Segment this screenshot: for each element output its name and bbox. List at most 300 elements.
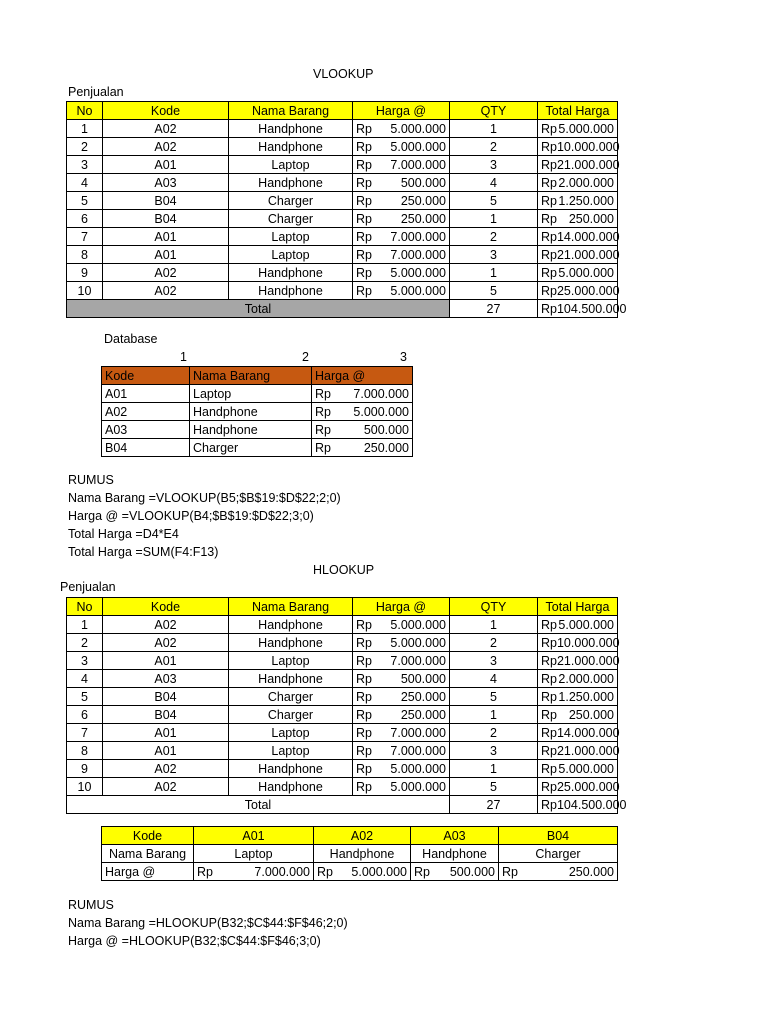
cell-nama-barang[interactable]: Laptop bbox=[229, 228, 353, 246]
header-total-harga[interactable]: Total Harga bbox=[538, 102, 618, 120]
cell-harga[interactable] bbox=[353, 156, 450, 174]
currency-label: Rp bbox=[356, 229, 372, 244]
cell-nama-barang[interactable]: Handphone bbox=[229, 174, 353, 192]
cell-no[interactable]: 7 bbox=[67, 724, 103, 742]
cell-total-harga[interactable] bbox=[538, 670, 618, 688]
db-cell-harga[interactable] bbox=[312, 439, 413, 457]
currency-label: Rp bbox=[356, 139, 372, 154]
cell-harga-wrap bbox=[356, 121, 446, 137]
currency-label: Rp bbox=[541, 761, 557, 776]
header-no[interactable]: No bbox=[67, 598, 103, 616]
currency-label: Rp bbox=[541, 157, 557, 172]
total-qty-cell[interactable]: 27 bbox=[450, 796, 538, 814]
cell-harga[interactable] bbox=[353, 228, 450, 246]
db-cell-kode[interactable]: A02 bbox=[102, 403, 190, 421]
currency-label: Rp bbox=[356, 157, 372, 172]
total-qty-cell[interactable]: 27 bbox=[450, 300, 538, 318]
cell-total-harga[interactable] bbox=[538, 264, 618, 282]
cell-kode[interactable]: A01 bbox=[103, 246, 229, 264]
header-kode[interactable]: Kode bbox=[103, 102, 229, 120]
cell-kode[interactable]: B04 bbox=[103, 192, 229, 210]
currency-label: Rp bbox=[541, 265, 557, 280]
cell-nama-barang[interactable]: Handphone bbox=[229, 264, 353, 282]
currency-label: Rp bbox=[541, 617, 557, 632]
cell-total-harga[interactable] bbox=[538, 778, 618, 796]
cell-no[interactable]: 2 bbox=[67, 138, 103, 156]
currency-label: Rp bbox=[315, 386, 331, 401]
cell-no[interactable]: 2 bbox=[67, 634, 103, 652]
total-amount-cell[interactable] bbox=[538, 300, 627, 318]
hdb-cell-harga[interactable] bbox=[499, 863, 618, 881]
total-label-cell[interactable]: Total bbox=[67, 796, 450, 814]
currency-label: Rp bbox=[315, 440, 331, 455]
header-qty[interactable]: QTY bbox=[450, 598, 538, 616]
table-row bbox=[67, 706, 618, 724]
cell-harga-wrap bbox=[356, 779, 446, 795]
cell-harga-value: 500.000 bbox=[400, 671, 446, 686]
cell-kode[interactable]: A03 bbox=[103, 670, 229, 688]
cell-harga-wrap bbox=[356, 617, 446, 633]
cell-harga[interactable] bbox=[353, 688, 450, 706]
cell-harga-value: 250.000 bbox=[400, 707, 446, 722]
header-nama-barang[interactable]: Nama Barang bbox=[229, 102, 353, 120]
cell-total-harga[interactable] bbox=[538, 616, 618, 634]
cell-harga[interactable] bbox=[353, 742, 450, 760]
cell-kode[interactable]: A02 bbox=[103, 138, 229, 156]
table-row bbox=[102, 421, 413, 439]
cell-total-harga[interactable] bbox=[538, 760, 618, 778]
currency-label: Rp bbox=[356, 725, 372, 740]
hdb-cell-kode[interactable]: A02 bbox=[314, 827, 411, 845]
cell-harga[interactable] bbox=[353, 652, 450, 670]
cell-total-harga[interactable] bbox=[538, 246, 618, 264]
cell-total-harga-value: 14.000.000 bbox=[556, 229, 620, 244]
cell-harga-value: 500.000 bbox=[400, 175, 446, 190]
db-header-row bbox=[102, 367, 413, 385]
cell-total-harga-wrap bbox=[541, 211, 614, 227]
cell-total-harga-value: 10.000.000 bbox=[556, 139, 620, 154]
table-row bbox=[67, 138, 618, 156]
cell-no[interactable]: 4 bbox=[67, 670, 103, 688]
rumus-line: Harga @ =VLOOKUP(B4;$B$19:$D$22;3;0) bbox=[68, 509, 314, 523]
cell-total-harga-value: 14.000.000 bbox=[556, 725, 620, 740]
cell-total-harga-value: 250.000 bbox=[568, 211, 614, 226]
cell-total-harga[interactable] bbox=[538, 724, 618, 742]
cell-kode[interactable]: A02 bbox=[103, 120, 229, 138]
table-row bbox=[67, 652, 618, 670]
hdb-cell-nama-barang[interactable]: Laptop bbox=[194, 845, 314, 863]
cell-total-harga-wrap bbox=[541, 229, 620, 245]
cell-no[interactable]: 9 bbox=[67, 760, 103, 778]
cell-harga-wrap bbox=[356, 139, 446, 155]
cell-no[interactable]: 10 bbox=[67, 778, 103, 796]
hdb-cell-harga-value: 500.000 bbox=[449, 864, 495, 879]
hdb-cell-harga-value: 250.000 bbox=[568, 864, 614, 879]
db-cell-harga-wrap bbox=[315, 440, 409, 456]
cell-qty[interactable]: 1 bbox=[450, 760, 538, 778]
db-cell-harga-wrap bbox=[315, 422, 409, 438]
currency-label: Rp bbox=[541, 797, 557, 812]
db-cell-kode[interactable]: A03 bbox=[102, 421, 190, 439]
cell-harga[interactable] bbox=[353, 634, 450, 652]
cell-total-harga[interactable] bbox=[538, 706, 618, 724]
db-cell-kode[interactable]: B04 bbox=[102, 439, 190, 457]
cell-nama-barang[interactable]: Handphone bbox=[229, 760, 353, 778]
header-harga[interactable]: Harga @ bbox=[353, 598, 450, 616]
cell-harga-wrap bbox=[356, 157, 446, 173]
cell-total-harga-value: 5.000.000 bbox=[558, 265, 614, 280]
cell-harga-wrap bbox=[356, 743, 446, 759]
cell-no[interactable]: 3 bbox=[67, 156, 103, 174]
db-cell-nama-barang[interactable]: Laptop bbox=[190, 385, 312, 403]
hdb-cell-harga[interactable] bbox=[411, 863, 499, 881]
currency-label: Rp bbox=[541, 283, 557, 298]
currency-label: Rp bbox=[414, 864, 430, 879]
cell-no[interactable]: 5 bbox=[67, 192, 103, 210]
hlookup-section-label: Penjualan bbox=[60, 580, 116, 594]
currency-label: Rp bbox=[541, 139, 557, 154]
cell-kode[interactable]: A02 bbox=[103, 778, 229, 796]
currency-label: Rp bbox=[356, 671, 372, 686]
currency-label: Rp bbox=[356, 283, 372, 298]
cell-nama-barang[interactable]: Charger bbox=[229, 210, 353, 228]
cell-total-harga-value: 5.000.000 bbox=[558, 617, 614, 632]
cell-no[interactable]: 3 bbox=[67, 652, 103, 670]
hdb-cell-harga-wrap bbox=[197, 864, 310, 880]
cell-harga-wrap bbox=[356, 635, 446, 651]
cell-harga-value: 5.000.000 bbox=[390, 635, 446, 650]
cell-qty[interactable]: 3 bbox=[450, 156, 538, 174]
cell-kode[interactable]: B04 bbox=[103, 688, 229, 706]
cell-no[interactable]: 1 bbox=[67, 120, 103, 138]
cell-nama-barang[interactable]: Laptop bbox=[229, 246, 353, 264]
cell-nama-barang[interactable]: Charger bbox=[229, 688, 353, 706]
db-header-kode[interactable]: Kode bbox=[102, 367, 190, 385]
cell-kode[interactable]: A01 bbox=[103, 652, 229, 670]
rumus-line: Nama Barang =HLOOKUP(B32;$C$44:$F$46;2;0) bbox=[68, 916, 348, 930]
cell-kode[interactable]: A01 bbox=[103, 742, 229, 760]
rumus-line: Harga @ =HLOOKUP(B32;$C$44:$F$46;3;0) bbox=[68, 934, 321, 948]
cell-total-harga-wrap bbox=[541, 761, 614, 777]
cell-qty[interactable]: 1 bbox=[450, 706, 538, 724]
cell-nama-barang[interactable]: Charger bbox=[229, 706, 353, 724]
table-row bbox=[67, 246, 618, 264]
table-header-row bbox=[67, 102, 618, 120]
cell-total-harga-wrap bbox=[541, 283, 620, 299]
total-label-cell[interactable]: Total bbox=[67, 300, 450, 318]
hdb-kode-row bbox=[102, 827, 618, 845]
header-no[interactable]: No bbox=[67, 102, 103, 120]
cell-harga-wrap bbox=[356, 193, 446, 209]
header-kode[interactable]: Kode bbox=[103, 598, 229, 616]
cell-nama-barang[interactable]: Charger bbox=[229, 192, 353, 210]
cell-qty[interactable]: 3 bbox=[450, 742, 538, 760]
hdb-cell-nama-barang[interactable]: Handphone bbox=[411, 845, 499, 863]
cell-total-harga-wrap bbox=[541, 265, 614, 281]
hdb-cell-kode[interactable]: A01 bbox=[194, 827, 314, 845]
hdb-row-label-nama-barang[interactable]: Nama Barang bbox=[102, 845, 194, 863]
table-row bbox=[67, 688, 618, 706]
currency-label: Rp bbox=[315, 422, 331, 437]
cell-total-harga-wrap bbox=[541, 725, 620, 741]
cell-kode[interactable]: A02 bbox=[103, 282, 229, 300]
vlookup-title: VLOOKUP bbox=[313, 67, 374, 81]
cell-harga-value: 5.000.000 bbox=[390, 265, 446, 280]
cell-total-harga[interactable] bbox=[538, 742, 618, 760]
table-row bbox=[67, 210, 618, 228]
db-cell-harga-value: 250.000 bbox=[363, 440, 409, 455]
cell-total-harga[interactable] bbox=[538, 282, 618, 300]
cell-harga[interactable] bbox=[353, 120, 450, 138]
table-row bbox=[67, 120, 618, 138]
cell-qty[interactable]: 2 bbox=[450, 138, 538, 156]
cell-total-harga-wrap bbox=[541, 653, 620, 669]
currency-label: Rp bbox=[356, 265, 372, 280]
cell-total-harga[interactable] bbox=[538, 634, 618, 652]
cell-harga[interactable] bbox=[353, 174, 450, 192]
hdb-cell-harga[interactable] bbox=[314, 863, 411, 881]
cell-harga-wrap bbox=[356, 725, 446, 741]
currency-label: Rp bbox=[541, 301, 557, 316]
cell-nama-barang[interactable]: Handphone bbox=[229, 138, 353, 156]
db-cell-harga[interactable] bbox=[312, 421, 413, 439]
currency-label: Rp bbox=[356, 247, 372, 262]
currency-label: Rp bbox=[197, 864, 213, 879]
currency-label: Rp bbox=[541, 175, 557, 190]
cell-nama-barang[interactable]: Laptop bbox=[229, 156, 353, 174]
cell-nama-barang[interactable]: Handphone bbox=[229, 778, 353, 796]
cell-no[interactable]: 6 bbox=[67, 706, 103, 724]
cell-total-harga-wrap bbox=[541, 635, 620, 651]
cell-harga[interactable] bbox=[353, 282, 450, 300]
cell-harga[interactable] bbox=[353, 246, 450, 264]
cell-kode[interactable]: B04 bbox=[103, 210, 229, 228]
cell-harga-wrap bbox=[356, 265, 446, 281]
cell-total-harga[interactable] bbox=[538, 228, 618, 246]
cell-kode[interactable]: A02 bbox=[103, 616, 229, 634]
cell-harga[interactable] bbox=[353, 706, 450, 724]
cell-nama-barang[interactable]: Handphone bbox=[229, 670, 353, 688]
cell-qty[interactable]: 5 bbox=[450, 192, 538, 210]
cell-harga-wrap bbox=[356, 229, 446, 245]
cell-harga[interactable] bbox=[353, 616, 450, 634]
hdb-row-label-kode[interactable]: Kode bbox=[102, 827, 194, 845]
cell-kode[interactable]: A02 bbox=[103, 634, 229, 652]
currency-label: Rp bbox=[356, 689, 372, 704]
db-cell-nama-barang[interactable]: Charger bbox=[190, 439, 312, 457]
currency-label: Rp bbox=[541, 211, 557, 226]
cell-harga[interactable] bbox=[353, 670, 450, 688]
cell-no[interactable]: 8 bbox=[67, 742, 103, 760]
cell-nama-barang[interactable]: Laptop bbox=[229, 652, 353, 670]
cell-nama-barang[interactable]: Handphone bbox=[229, 634, 353, 652]
hdb-cell-harga-wrap bbox=[414, 864, 495, 880]
db-cell-kode[interactable]: A01 bbox=[102, 385, 190, 403]
hdb-cell-harga[interactable] bbox=[194, 863, 314, 881]
cell-total-harga-value: 1.250.000 bbox=[558, 193, 614, 208]
cell-total-harga-value: 1.250.000 bbox=[558, 689, 614, 704]
cell-kode[interactable]: A01 bbox=[103, 156, 229, 174]
table-row bbox=[67, 616, 618, 634]
db-cell-harga-value: 500.000 bbox=[363, 422, 409, 437]
hdb-cell-harga-value: 5.000.000 bbox=[351, 864, 407, 879]
cell-harga-value: 250.000 bbox=[400, 193, 446, 208]
cell-qty[interactable]: 2 bbox=[450, 634, 538, 652]
cell-total-harga-value: 21.000.000 bbox=[556, 653, 620, 668]
cell-harga-value: 250.000 bbox=[400, 689, 446, 704]
cell-qty[interactable]: 2 bbox=[450, 228, 538, 246]
cell-no[interactable]: 4 bbox=[67, 174, 103, 192]
rumus-line: Total Harga =SUM(F4:F13) bbox=[68, 545, 219, 559]
currency-label: Rp bbox=[356, 653, 372, 668]
db-cell-harga[interactable] bbox=[312, 403, 413, 421]
total-amount-value: 104.500.000 bbox=[556, 797, 627, 812]
cell-qty[interactable]: 1 bbox=[450, 264, 538, 282]
table-header-row bbox=[67, 598, 618, 616]
cell-no[interactable]: 8 bbox=[67, 246, 103, 264]
cell-no[interactable]: 7 bbox=[67, 228, 103, 246]
cell-total-harga[interactable] bbox=[538, 688, 618, 706]
cell-total-harga-value: 2.000.000 bbox=[558, 671, 614, 686]
cell-harga-wrap bbox=[356, 247, 446, 263]
currency-label: Rp bbox=[541, 725, 557, 740]
cell-kode[interactable]: A02 bbox=[103, 264, 229, 282]
cell-total-harga-value: 21.000.000 bbox=[556, 247, 620, 262]
cell-no[interactable]: 10 bbox=[67, 282, 103, 300]
cell-qty[interactable]: 5 bbox=[450, 688, 538, 706]
header-nama-barang[interactable]: Nama Barang bbox=[229, 598, 353, 616]
hdb-cell-nama-barang[interactable]: Charger bbox=[499, 845, 618, 863]
cell-harga-wrap bbox=[356, 761, 446, 777]
cell-harga[interactable] bbox=[353, 760, 450, 778]
currency-label: Rp bbox=[541, 671, 557, 686]
hdb-cell-kode[interactable]: B04 bbox=[499, 827, 618, 845]
cell-nama-barang[interactable]: Handphone bbox=[229, 282, 353, 300]
hdb-cell-harga-value: 7.000.000 bbox=[254, 864, 310, 879]
table-row bbox=[67, 724, 618, 742]
header-harga[interactable]: Harga @ bbox=[353, 102, 450, 120]
cell-kode[interactable]: A03 bbox=[103, 174, 229, 192]
cell-kode[interactable]: A01 bbox=[103, 724, 229, 742]
cell-qty[interactable]: 4 bbox=[450, 174, 538, 192]
cell-no[interactable]: 6 bbox=[67, 210, 103, 228]
table-row bbox=[102, 385, 413, 403]
cell-total-harga[interactable] bbox=[538, 192, 618, 210]
cell-harga[interactable] bbox=[353, 138, 450, 156]
cell-harga[interactable] bbox=[353, 192, 450, 210]
cell-total-harga-wrap bbox=[541, 157, 620, 173]
cell-total-harga[interactable] bbox=[538, 652, 618, 670]
currency-label: Rp bbox=[356, 743, 372, 758]
rumus-line: Total Harga =D4*E4 bbox=[68, 527, 179, 541]
total-row bbox=[67, 796, 618, 814]
cell-total-harga-value: 21.000.000 bbox=[556, 743, 620, 758]
db-cell-harga[interactable] bbox=[312, 385, 413, 403]
cell-total-harga-wrap bbox=[541, 743, 620, 759]
currency-label: Rp bbox=[356, 761, 372, 776]
cell-harga-value: 7.000.000 bbox=[390, 229, 446, 244]
cell-harga[interactable] bbox=[353, 724, 450, 742]
cell-qty[interactable]: 5 bbox=[450, 778, 538, 796]
total-amount-value: 104.500.000 bbox=[556, 301, 627, 316]
db-cell-nama-barang[interactable]: Handphone bbox=[190, 421, 312, 439]
cell-kode[interactable]: A01 bbox=[103, 228, 229, 246]
hlookup-title: HLOOKUP bbox=[313, 563, 375, 577]
cell-no[interactable]: 1 bbox=[67, 616, 103, 634]
hdb-cell-harga-wrap bbox=[502, 864, 614, 880]
cell-harga-value: 5.000.000 bbox=[390, 617, 446, 632]
cell-qty[interactable]: 3 bbox=[450, 652, 538, 670]
header-qty[interactable]: QTY bbox=[450, 102, 538, 120]
hdb-row-label-harga[interactable]: Harga @ bbox=[102, 863, 194, 881]
db-cell-nama-barang[interactable]: Handphone bbox=[190, 403, 312, 421]
cell-harga[interactable] bbox=[353, 264, 450, 282]
cell-qty[interactable]: 4 bbox=[450, 670, 538, 688]
cell-harga[interactable] bbox=[353, 778, 450, 796]
cell-total-harga-value: 25.000.000 bbox=[556, 283, 620, 298]
header-total-harga[interactable]: Total Harga bbox=[538, 598, 618, 616]
currency-label: Rp bbox=[541, 689, 557, 704]
db-header-harga[interactable]: Harga @ bbox=[312, 367, 413, 385]
currency-label: Rp bbox=[541, 121, 557, 136]
cell-qty[interactable]: 3 bbox=[450, 246, 538, 264]
cell-harga-value: 7.000.000 bbox=[390, 743, 446, 758]
db-cell-harga-wrap bbox=[315, 404, 409, 420]
cell-nama-barang[interactable]: Laptop bbox=[229, 724, 353, 742]
cell-total-harga-value: 10.000.000 bbox=[556, 635, 620, 650]
cell-total-harga-wrap bbox=[541, 617, 614, 633]
cell-kode[interactable]: A02 bbox=[103, 760, 229, 778]
cell-qty[interactable]: 1 bbox=[450, 210, 538, 228]
table-row bbox=[102, 403, 413, 421]
cell-total-harga[interactable] bbox=[538, 138, 618, 156]
cell-total-harga-wrap bbox=[541, 779, 620, 795]
cell-nama-barang[interactable]: Handphone bbox=[229, 120, 353, 138]
cell-harga[interactable] bbox=[353, 210, 450, 228]
cell-total-harga-value: 250.000 bbox=[568, 707, 614, 722]
cell-total-harga[interactable] bbox=[538, 174, 618, 192]
cell-no[interactable]: 5 bbox=[67, 688, 103, 706]
table-row bbox=[67, 760, 618, 778]
cell-qty[interactable]: 2 bbox=[450, 724, 538, 742]
cell-nama-barang[interactable]: Laptop bbox=[229, 742, 353, 760]
rumus-title: RUMUS bbox=[68, 898, 114, 912]
table-row bbox=[67, 174, 618, 192]
cell-total-harga[interactable] bbox=[538, 120, 618, 138]
cell-qty[interactable]: 1 bbox=[450, 120, 538, 138]
hdb-cell-kode[interactable]: A03 bbox=[411, 827, 499, 845]
cell-qty[interactable]: 5 bbox=[450, 282, 538, 300]
db-header-nama-barang[interactable]: Nama Barang bbox=[190, 367, 312, 385]
total-amount-cell[interactable] bbox=[538, 796, 627, 814]
cell-total-harga[interactable] bbox=[538, 210, 618, 228]
db-col-number-3: 3 bbox=[400, 350, 407, 364]
cell-harga-value: 7.000.000 bbox=[390, 247, 446, 262]
cell-total-harga[interactable] bbox=[538, 156, 618, 174]
cell-harga-wrap bbox=[356, 283, 446, 299]
cell-no[interactable]: 9 bbox=[67, 264, 103, 282]
hdb-cell-nama-barang[interactable]: Handphone bbox=[314, 845, 411, 863]
currency-label: Rp bbox=[541, 193, 557, 208]
currency-label: Rp bbox=[541, 653, 557, 668]
cell-total-harga-wrap bbox=[541, 707, 614, 723]
cell-harga-wrap bbox=[356, 211, 446, 227]
cell-qty[interactable]: 1 bbox=[450, 616, 538, 634]
hdb-cell-harga-wrap bbox=[317, 864, 407, 880]
cell-harga-value: 5.000.000 bbox=[390, 283, 446, 298]
cell-nama-barang[interactable]: Handphone bbox=[229, 616, 353, 634]
cell-kode[interactable]: B04 bbox=[103, 706, 229, 724]
